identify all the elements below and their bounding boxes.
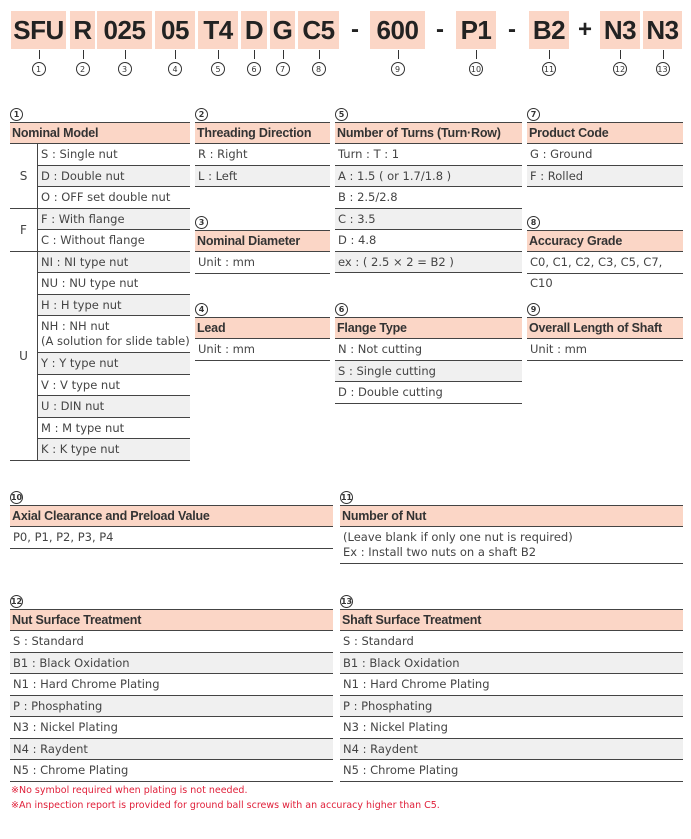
section-number xyxy=(10,592,333,609)
section-header: Lead xyxy=(195,317,330,339)
table-row: H : H type nut xyxy=(37,295,190,317)
section-nut-surface-treatment xyxy=(10,592,333,782)
table-row: (Leave blank if only one nut is required) Ex : Install two nuts on a shaft B2 xyxy=(340,527,683,564)
circled-number: 9 xyxy=(391,62,405,76)
code-segment: G xyxy=(270,11,295,49)
circled-number: 1 xyxy=(32,62,46,76)
section-rows xyxy=(10,527,333,549)
circled-number: 5 xyxy=(335,108,348,121)
table-row: N4 : Raydent xyxy=(10,739,333,761)
table-row: M : M type nut xyxy=(37,418,190,440)
circled-number: 4 xyxy=(195,303,208,316)
circled-number: 6 xyxy=(335,303,348,316)
note-plating: ※No symbol required when plating is not needed. xyxy=(11,785,248,796)
section-header: Nut Surface Treatment xyxy=(10,609,333,631)
code-separator: + xyxy=(577,16,592,43)
connector-line xyxy=(398,50,399,59)
code-separator: - xyxy=(436,16,444,43)
section-header: Axial Clearance and Preload Value xyxy=(10,505,333,527)
section-accuracy-grade xyxy=(527,213,683,290)
table-row: S : Standard xyxy=(340,631,683,653)
connector-line xyxy=(663,50,664,59)
section-number-of-nut xyxy=(340,488,683,564)
table-row: Y : Y type nut xyxy=(37,353,190,375)
code-segment: R xyxy=(70,11,95,49)
table-row: V : V type nut xyxy=(37,375,190,397)
section-header: Overall Length of Shaft xyxy=(527,317,683,339)
section-nominal-diameter xyxy=(195,213,330,274)
circled-number: 4 xyxy=(168,62,182,76)
section-header: Flange Type xyxy=(335,317,522,339)
code-segment: 05 xyxy=(155,11,195,49)
table-row: P : Phosphating xyxy=(340,696,683,718)
code-segment: B2 xyxy=(529,11,569,49)
circled-number: 13 xyxy=(340,597,353,606)
table-row: B1 : Black Oxidation xyxy=(10,653,333,675)
group-label: S xyxy=(10,144,37,209)
circled-number: 13 xyxy=(656,62,670,76)
section-number xyxy=(340,488,683,505)
code-segment: C5 xyxy=(298,11,339,49)
circled-number: 11 xyxy=(542,62,556,76)
code-segment: 025 xyxy=(97,11,152,49)
section-number xyxy=(195,105,330,122)
section-number xyxy=(10,488,333,505)
table-row: NU : NU type nut xyxy=(37,273,190,295)
section-header: Product Code xyxy=(527,122,683,144)
section-number xyxy=(195,213,330,230)
connector-line xyxy=(319,50,320,59)
table-row: D : 4.8 xyxy=(335,230,522,252)
section-axial-clearance-and-preload-value xyxy=(10,488,333,549)
table-row: B : 2.5/2.8 xyxy=(335,187,522,209)
table-row: ex : ( 2.5 × 2 = B2 ) xyxy=(335,252,522,274)
table-row: A : 1.5 ( or 1.7/1.8 ) xyxy=(335,166,522,188)
table-row: L : Left xyxy=(195,166,330,188)
table-row: P : Phosphating xyxy=(10,696,333,718)
group-label: F xyxy=(10,209,37,252)
circled-number: 10 xyxy=(10,493,23,502)
connector-line xyxy=(175,50,176,59)
code-segment: N3 xyxy=(600,11,640,49)
section-flange-type xyxy=(335,300,522,404)
table-row: K : K type nut xyxy=(37,439,190,461)
section-number-of-turns-turn-row xyxy=(335,105,522,273)
table-row: S : Single cutting xyxy=(335,361,522,383)
section-rows xyxy=(527,252,683,290)
section-rows xyxy=(335,339,522,404)
table-row: C : 3.5 xyxy=(335,209,522,231)
section-header: Nominal Diameter xyxy=(195,230,330,252)
code-segment: 600 xyxy=(370,11,425,49)
circled-number: 2 xyxy=(76,62,90,76)
table-row: C0, C1, C2, C3, C5, C7, C10 xyxy=(527,252,683,274)
table-row: N1 : Hard Chrome Plating xyxy=(10,674,333,696)
section-lead xyxy=(195,300,330,361)
section-header: Nominal Model xyxy=(10,122,190,144)
section-number xyxy=(527,213,683,230)
table-row: B1 : Black Oxidation xyxy=(340,653,683,675)
table-row: S : Single nut xyxy=(37,144,190,166)
table-row: Unit : mm xyxy=(527,339,683,361)
section-number xyxy=(340,592,683,609)
section-nominal-model xyxy=(10,105,190,461)
table-row: Unit : mm xyxy=(195,252,330,274)
circled-number: 7 xyxy=(276,62,290,76)
section-header: Accuracy Grade xyxy=(527,230,683,252)
table-row: N5 : Chrome Plating xyxy=(340,760,683,782)
circled-number: 3 xyxy=(195,216,208,229)
section-rows xyxy=(195,252,330,274)
section-rows xyxy=(527,339,683,361)
section-number xyxy=(195,300,330,317)
table-row: NH : NH nut (A solution for slide table) xyxy=(37,316,190,353)
table-row: P0, P1, P2, P3, P4 xyxy=(10,527,333,549)
circled-number: 8 xyxy=(312,62,326,76)
section-threading-direction xyxy=(195,105,330,187)
circled-number: 6 xyxy=(247,62,261,76)
circled-number: 3 xyxy=(118,62,132,76)
table-row: N4 : Raydent xyxy=(340,739,683,761)
group-label: U xyxy=(10,252,37,461)
section-number xyxy=(335,300,522,317)
circled-number: 9 xyxy=(527,303,540,316)
circled-number: 5 xyxy=(211,62,225,76)
table-row: N : Not cutting xyxy=(335,339,522,361)
table-row: R : Right xyxy=(195,144,330,166)
section-overall-length-of-shaft xyxy=(527,300,683,361)
code-segment: SFU xyxy=(11,11,66,49)
section-shaft-surface-treatment xyxy=(340,592,683,782)
table-row: D : Double nut xyxy=(37,166,190,188)
circled-number: 10 xyxy=(469,62,483,76)
connector-line xyxy=(218,50,219,59)
circled-number: 7 xyxy=(527,108,540,121)
section-rows xyxy=(527,144,683,187)
connector-line xyxy=(283,50,284,59)
section-rows xyxy=(195,144,330,187)
section-rows xyxy=(10,144,190,461)
table-row: N1 : Hard Chrome Plating xyxy=(340,674,683,696)
table-row: Turn : T : 1 xyxy=(335,144,522,166)
code-segment: D xyxy=(241,11,267,49)
circled-number: 1 xyxy=(10,108,23,121)
connector-line xyxy=(549,50,550,59)
section-product-code xyxy=(527,105,683,187)
table-row: Unit : mm xyxy=(195,339,330,361)
circled-number: 2 xyxy=(195,108,208,121)
connector-line xyxy=(39,50,40,59)
circled-number: 8 xyxy=(527,216,540,229)
connector-line xyxy=(620,50,621,59)
table-row: D : Double cutting xyxy=(335,382,522,404)
section-number xyxy=(10,105,190,122)
section-rows xyxy=(335,144,522,273)
circled-number: 12 xyxy=(613,62,627,76)
circled-number: 12 xyxy=(10,597,23,606)
section-rows xyxy=(340,631,683,782)
note-inspection: ※An inspection report is provided for ground ball screws with an accuracy higher than C5. xyxy=(11,800,440,811)
section-number xyxy=(527,300,683,317)
table-row: N3 : Nickel Plating xyxy=(340,717,683,739)
section-number xyxy=(527,105,683,122)
section-header: Threading Direction xyxy=(195,122,330,144)
code-segment: N3 xyxy=(643,11,682,49)
table-row: F : Rolled xyxy=(527,166,683,188)
table-row: NI : NI type nut xyxy=(37,252,190,274)
connector-line xyxy=(125,50,126,59)
connector-line xyxy=(254,50,255,59)
table-row: N3 : Nickel Plating xyxy=(10,717,333,739)
table-row: U : DIN nut xyxy=(37,396,190,418)
connector-line xyxy=(83,50,84,59)
section-header: Shaft Surface Treatment xyxy=(340,609,683,631)
section-rows xyxy=(10,631,333,782)
section-rows xyxy=(195,339,330,361)
circled-number: 11 xyxy=(340,493,353,502)
table-row: F : With flange xyxy=(37,209,190,231)
table-row: S : Standard xyxy=(10,631,333,653)
table-row: C : Without flange xyxy=(37,230,190,252)
connector-line xyxy=(476,50,477,59)
code-segment: T4 xyxy=(198,11,238,49)
section-rows xyxy=(340,527,683,564)
code-separator: - xyxy=(508,16,516,43)
table-row: G : Ground xyxy=(527,144,683,166)
section-header: Number of Nut xyxy=(340,505,683,527)
section-header: Number of Turns (Turn·Row) xyxy=(335,122,522,144)
section-number xyxy=(335,105,522,122)
table-row: O : OFF set double nut xyxy=(37,187,190,209)
code-separator: - xyxy=(351,16,359,43)
code-segment: P1 xyxy=(456,11,496,49)
table-row: N5 : Chrome Plating xyxy=(10,760,333,782)
